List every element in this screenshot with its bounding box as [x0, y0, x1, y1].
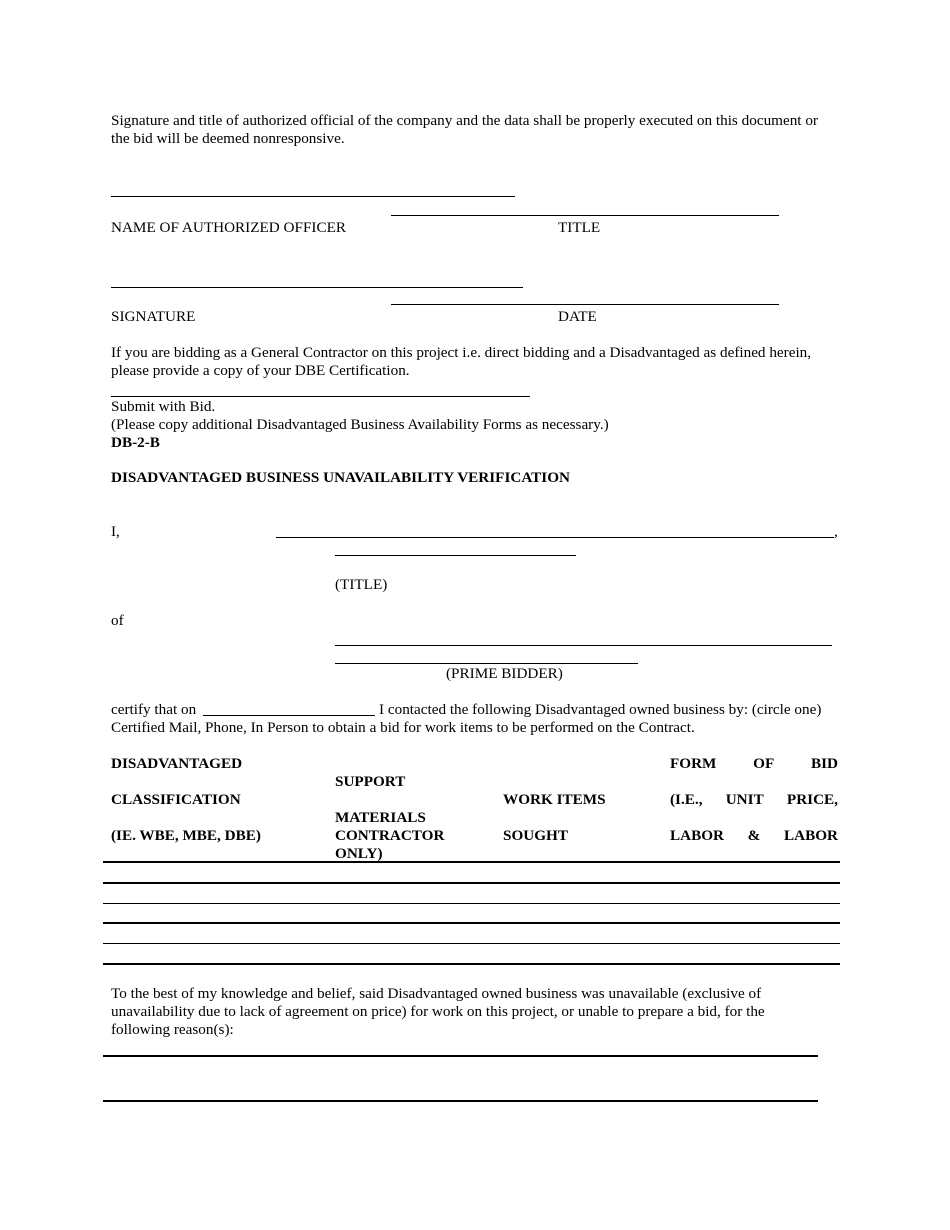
reasons-line-2: unavailability due to lack of agreement on price) for work on this project, or unable to prepare a bid, for the [111, 1003, 765, 1020]
intro-line-1: Signature and title of authorized official of the company and the data shall be properly executed on this document or [111, 112, 818, 129]
reasons-line-1: To the best of my knowledge and belief, said Disadvantaged owned business was unavailable (exclusive of [111, 985, 762, 1002]
col-header-contractor: CONTRACTOR [335, 827, 445, 844]
col-header-materials: MATERIALS [335, 809, 426, 826]
certify-text-b: I contacted the following Disadvantaged owned business by: (circle one) [379, 701, 822, 718]
col-header-sought: SOUGHT [503, 827, 568, 844]
form-code: DB-2-B [111, 434, 160, 451]
prime-bidder-line-2[interactable] [335, 663, 638, 664]
title-label: TITLE [558, 219, 601, 236]
i-label: I, [111, 523, 120, 540]
certify-text-a: certify that on [111, 701, 197, 718]
table-row[interactable] [103, 882, 840, 884]
col-header-only: ONLY) [335, 845, 383, 862]
dbe-note-line-1: If you are bidding as a General Contractor on this project i.e. direct bidding and a Disadvantaged as defined herein, [111, 344, 812, 361]
name-fill-line[interactable] [276, 537, 834, 538]
date-line[interactable] [391, 304, 779, 305]
submit-with-bid: Submit with Bid. [111, 398, 216, 415]
reason-line-1[interactable] [103, 1055, 818, 1057]
table-bottom-rule [103, 963, 840, 965]
signature-label: SIGNATURE [111, 308, 196, 325]
signature-line[interactable] [111, 287, 523, 288]
col-header-form-of-bid [670, 755, 838, 773]
i-comma: , [834, 523, 838, 540]
col-header-labor [670, 827, 838, 845]
table-row[interactable] [103, 943, 840, 944]
intro-line-2: the bid will be deemed nonresponsive. [111, 130, 345, 147]
col-header-work-items: WORK ITEMS [503, 791, 606, 808]
certify-text-line-2: Certified Mail, Phone, In Person to obtain a bid for work items to be performed on the Contract. [111, 719, 695, 736]
col-header-disadvantaged: DISADVANTAGED [111, 755, 243, 772]
title-caption: (TITLE) [335, 576, 388, 593]
separator-line [111, 396, 530, 397]
title-fill-line[interactable] [335, 555, 576, 556]
col-header-ie-types: (IE. WBE, MBE, DBE) [111, 827, 261, 844]
name-line[interactable] [111, 196, 515, 197]
reasons-line-3: following reason(s): [111, 1021, 234, 1038]
contact-date-line[interactable] [203, 715, 375, 716]
col4-word: BID [810, 755, 838, 772]
prime-bidder-caption: (PRIME BIDDER) [446, 665, 563, 682]
table-header-rule [103, 861, 840, 863]
table-row[interactable] [103, 922, 840, 924]
col-header-classification: CLASSIFICATION [111, 791, 241, 808]
col4-word: OF [753, 755, 775, 772]
form-title: DISADVANTAGED BUSINESS UNAVAILABILITY VERIFICATION [111, 469, 570, 486]
col4-word: UNIT [725, 791, 764, 808]
col4-word: LABOR [670, 827, 725, 844]
of-label: of [111, 612, 124, 629]
prime-bidder-line-1[interactable] [335, 645, 832, 646]
title-line[interactable] [391, 215, 779, 216]
col-header-unit-price [670, 791, 838, 809]
col4-word: LABOR [783, 827, 838, 844]
table-row[interactable] [103, 903, 840, 904]
col4-word: FORM [670, 755, 717, 772]
col4-word: PRICE, [786, 791, 838, 808]
col4-word: (I.E., [670, 791, 703, 808]
copy-note: (Please copy additional Disadvantaged Business Availability Forms as necessary.) [111, 416, 609, 433]
name-of-officer-label: NAME OF AUTHORIZED OFFICER [111, 219, 346, 236]
col4-word: & [747, 827, 761, 844]
date-label: DATE [558, 308, 597, 325]
col-header-support: SUPPORT [335, 773, 406, 790]
reason-line-2[interactable] [103, 1100, 818, 1102]
dbe-note-line-2: please provide a copy of your DBE Certification. [111, 362, 410, 379]
